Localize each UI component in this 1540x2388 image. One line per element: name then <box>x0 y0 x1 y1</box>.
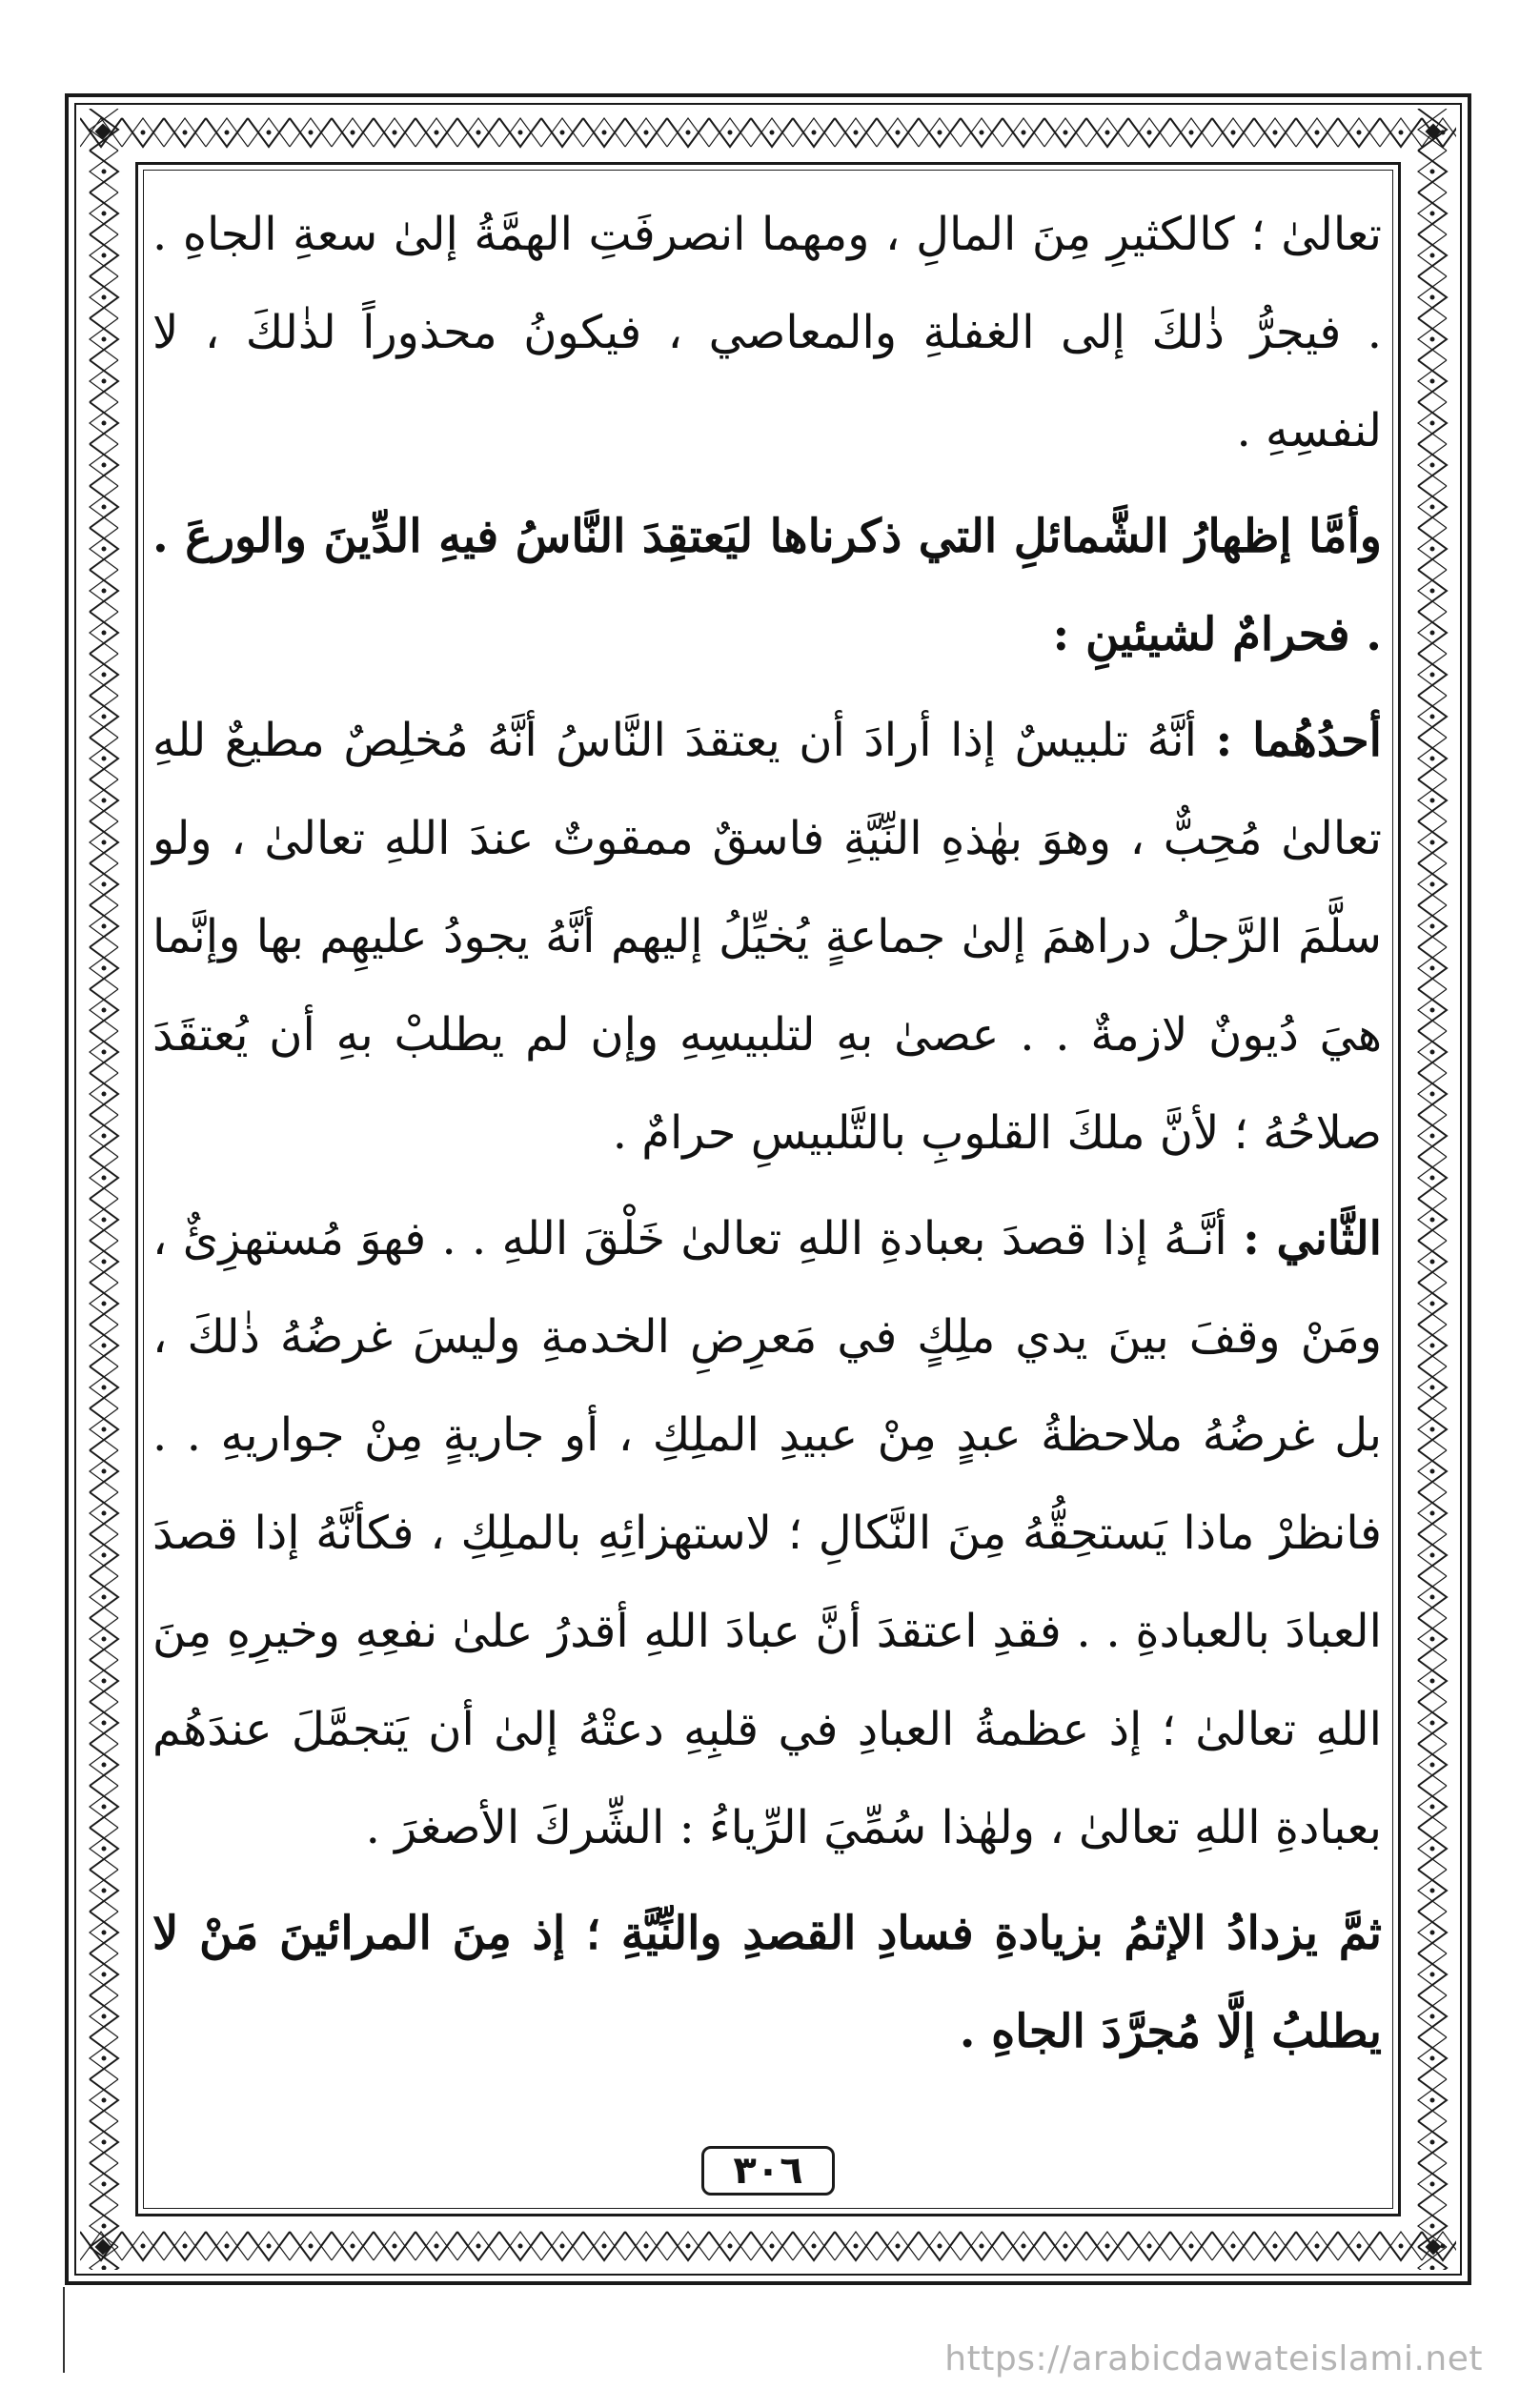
paragraph-text: وأمَّا إظهارُ الشَّمائلِ التي ذكرناها ليَعتقِدَ النَّاسُ فيهِ الدِّينَ والورعَ . . فحرامٌ لشيئينِ : <box>152 510 1382 661</box>
paragraph <box>152 186 1382 480</box>
ornamental-border-right <box>1408 109 1456 2270</box>
paragraph-text: أنَّـهُ إذا قصدَ بعبادةِ اللهِ تعالىٰ خَلْقَ اللهِ . . فهوَ مُستهزِئٌ ، ومَنْ وقفَ بينَ يدي ملِكٍ في مَعرِضِ الخدمةِ وليسَ غرضُهُ ذٰلكَ ، بل غرضُهُ ملاحظةُ عبدٍ مِنْ عبيدِ الملِكِ ، أو جاريةٍ مِنْ جواريهِ . . فانظرْ ماذا يَستحِقُّهُ مِنَ النَّكالِ ؛ لاستهزائِهِ بالملِكِ ، فكأنَّهُ إذا قصدَ العبادَ بالعبادةِ . . فقدِ اعتقدَ أنَّ عبادَ اللهِ أقدرُ علىٰ نفعِهِ وخيرِهِ مِنَ اللهِ تعالىٰ ؛ إذ عظمةُ العبادِ في قلبِهِ دعتْهُ إلىٰ أن يَتجمَّلَ عندَهُم بعبادةِ اللهِ تعالىٰ ، ولهٰذا سُمِّيَ الرِّياءُ : الشِّركَ الأصغرَ . <box>152 1212 1382 1854</box>
zigzag-ornament-icon <box>80 109 1456 156</box>
ornamental-border-left <box>80 109 128 2270</box>
zigzag-ornament-icon <box>80 2222 1456 2270</box>
paragraph <box>152 488 1382 684</box>
margin-rule <box>63 2287 65 2373</box>
watermark-url: https://arabicdawateislami.net <box>944 2339 1483 2378</box>
page-number <box>701 2146 835 2196</box>
paragraph-text: ثمَّ يزدادُ الإثمُ بزيادةِ فسادِ القصدِ والنِّيَّةِ ؛ إذ مِنَ المرائينَ مَنْ لا يطلبُ إلَّا مُجرَّدَ الجاهِ . <box>152 1907 1382 2058</box>
paragraph <box>152 692 1382 1183</box>
paragraph <box>152 1885 1382 2081</box>
paragraph-lead: أحدُهُما : <box>1215 714 1382 767</box>
ornamental-border-bottom <box>80 2222 1456 2270</box>
paragraph-text: تعالىٰ ؛ كالكثيرِ مِنَ المالِ ، ومهما انصرفَتِ الهمَّةُ إلىٰ سعةِ الجاهِ . . فيجرُّ ذٰلكَ إلى الغفلةِ والمعاصي ، فيكونُ محذوراً لذٰلكَ ، لا لنفسِهِ . <box>152 208 1382 457</box>
zigzag-ornament-icon <box>1408 109 1456 2270</box>
paragraph-lead: الثَّاني : <box>1243 1212 1382 1265</box>
zigzag-ornament-icon <box>80 109 128 2270</box>
paragraph-text: أنَّهُ تلبيسٌ إذا أرادَ أن يعتقدَ النَّاسُ أنَّهُ مُخلِصٌ مطيعٌ للهِ تعالىٰ مُحِبٌّ ، وهوَ بهٰذهِ النِّيَّةِ فاسقٌ ممقوتٌ عندَ اللهِ تعالىٰ ، ولو سلَّمَ الرَّجلُ دراهمَ إلىٰ جماعةٍ يُخيِّلُ إليهم أنَّهُ يجودُ عليهِم بها وإنَّما هيَ دُيونٌ لازمةٌ . . عصىٰ بهِ لتلبيسِهِ وإن لم يطلبْ بهِ أن يُعتقَدَ صلاحُهُ ؛ لأنَّ ملكَ القلوبِ بالتَّلبيسِ حرامٌ . <box>152 714 1383 1160</box>
page-body-text <box>152 186 1382 2089</box>
page-number-text: ٣٠٦ <box>733 2149 803 2193</box>
ornamental-border-top <box>80 109 1456 156</box>
paragraph <box>152 1190 1382 1877</box>
